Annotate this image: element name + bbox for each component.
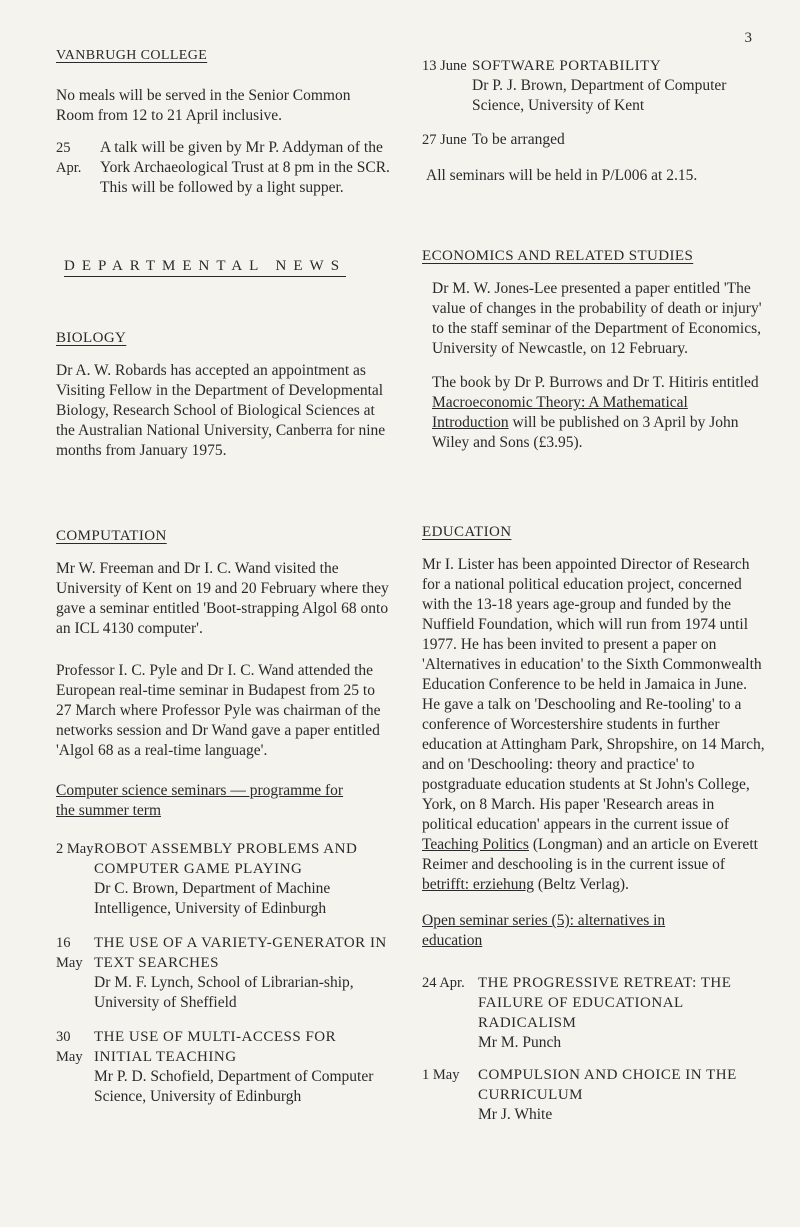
seminar-body (94, 933, 392, 1013)
seminar-speaker: Dr P. J. Brown, Department of Computer Science, University of Kent (472, 77, 727, 114)
seminar-date: 16 May (56, 935, 83, 971)
book-title: Macroeconomic Theory: A Mathematical Introduction (432, 394, 688, 431)
economics-section (422, 248, 768, 453)
seminar-title: THE USE OF A VARIETY-GENERATOR IN TEXT SEARCHES (94, 935, 387, 971)
biology-text: Dr A. W. Robards has accepted an appointment as Visiting Fellow in the Department of Developmental Biology, Research School of Biological Sciences at the Australian National University, Canberra for nine months from January 1975. (56, 362, 386, 459)
departmental-news-banner (64, 257, 346, 277)
seminar-title: To be arranged (472, 131, 565, 148)
vanbrugh-talk-entry (56, 138, 392, 198)
seminar-date: 2 May (56, 841, 94, 857)
seminar-entry (56, 1027, 392, 1107)
seminar-date: 24 Apr. (422, 975, 465, 991)
open-seminar-list (422, 973, 768, 1125)
seminar-entry (56, 839, 392, 919)
seminar-body (478, 1065, 768, 1125)
page-number: 3 (744, 30, 752, 46)
seminars-programme-heading: Computer science seminars — programme for the summer term (56, 782, 344, 819)
seminar-date: 13 June (422, 58, 467, 74)
computation-para-2: Professor I. C. Pyle and Dr I. C. Wand attended the European real-time seminar in Budapest from 25 to 27 March where Professor Pyle was chairman of the networks session and Dr Wand gave a paper entitled 'Algol 68 as a real-time language'. (56, 662, 381, 759)
seminar-speaker: Dr C. Brown, Department of Machine Intelligence, University of Edinburgh (94, 880, 331, 917)
seminar-title: ROBOT ASSEMBLY PROBLEMS AND COMPUTER GAME PLAYING (94, 841, 358, 877)
seminar-location: All seminars will be held in P/L006 at 2.15. (426, 167, 698, 184)
talk-text: A talk will be given by Mr P. Addyman of the York Archaeological Trust at 8 pm in the SCR. This will be followed by a light supper. (100, 139, 390, 196)
economics-para-1: Dr M. W. Jones-Lee presented a paper entitled 'The value of changes in the probability of death or injury' to the staff seminar of the Department of Economics, University of Newcastle, on 12 February. (432, 280, 762, 357)
seminar-entry (56, 933, 392, 1013)
seminar-body (478, 973, 768, 1053)
seminar-title: THE USE OF MULTI-ACCESS FOR INITIAL TEACHING (94, 1029, 337, 1065)
education-text-b: (Longman) and an article on Everett Reimer and deschooling is in the current issue of (422, 836, 758, 873)
biology-section (56, 330, 392, 461)
publication-title: betrifft: erziehung (422, 876, 535, 893)
education-text (422, 555, 768, 895)
seminar-date: 1 May (422, 1067, 460, 1083)
vanbrugh-section (56, 48, 392, 198)
computation-heading: COMPUTATION (56, 528, 167, 544)
computation-para-1: Mr W. Freeman and Dr I. C. Wand visited the University of Kent on 19 and 20 February where they gave a seminar entitled 'Boot-strapping Algol 68 onto an ICL 4130 computer'. (56, 560, 389, 637)
seminar-title: SOFTWARE PORTABILITY (472, 58, 662, 74)
vanbrugh-meals-text: No meals will be served in the Senior Common Room from 12 to 21 April inclusive. (56, 87, 351, 124)
seminar-body (468, 56, 768, 116)
seminar-entry (422, 1065, 768, 1125)
seminar-title: THE PROGRESSIVE RETREAT: THE FAILURE OF EDUCATIONAL RADICALISM (478, 975, 732, 1031)
seminar-date: 30 May (56, 1029, 83, 1065)
seminar-date: 27 June (422, 132, 467, 148)
departmental-news-title: DEPARTMENTAL NEWS (64, 258, 346, 277)
seminar-speaker: Mr P. D. Schofield, Department of Computer Science, University of Edinburgh (94, 1068, 374, 1105)
seminar-continued-list (422, 56, 768, 186)
education-text-c: (Beltz Verlag). (534, 876, 629, 893)
seminar-speaker: Mr J. White (478, 1106, 553, 1123)
economics-heading: ECONOMICS AND RELATED STUDIES (422, 248, 694, 264)
seminar-body (94, 839, 392, 919)
biology-heading: BIOLOGY (56, 330, 127, 346)
education-heading: EDUCATION (422, 524, 512, 540)
seminar-list (56, 839, 392, 1107)
seminar-body (94, 1027, 392, 1107)
publication-title: Teaching Politics (422, 836, 529, 853)
seminar-speaker: Dr M. F. Lynch, School of Librarian-ship, University of Sheffield (94, 974, 354, 1011)
education-text-a: Mr I. Lister has been appointed Director of Research for a national political education project, concerned with the 13-18 years age-group and funded by the Nuffield Foundation, which will run from 1974 until 1977. He has been invited to present a paper on 'Alternatives in education' to the Sixth Commonwealth Education Conference to be held in Jamaica in June. He gave a talk on 'Deschooling and Re-tooling' to a conference of Worcestershire students in further education at Attingham Park, Shropshire, on 14 March, and on 'Deschooling: theory and practice' to postgraduate education students at St John's College, York, on 8 March. His paper 'Research areas in political education' appears in the current issue of (422, 556, 765, 833)
vanbrugh-heading: VANBRUGH COLLEGE (56, 48, 208, 63)
seminar-title: COMPULSION AND CHOICE IN THE CURRICULUM (478, 1067, 737, 1103)
economics-para-2-text: The book by Dr P. Burrows and Dr T. Hitiris entitled (432, 374, 759, 391)
seminar-body (468, 130, 768, 150)
economics-para-2-text-end: will be published on 3 April by John Wiley and Sons (£3.95). (432, 414, 739, 451)
seminar-entry (422, 56, 768, 116)
seminar-entry (422, 973, 768, 1053)
computation-section (56, 528, 392, 1107)
seminar-entry (422, 130, 768, 150)
education-section (422, 524, 768, 1125)
open-seminar-series-heading: Open seminar series (5): alternatives in education (422, 912, 666, 949)
talk-date: 25 Apr. (56, 140, 82, 176)
seminar-speaker: Mr M. Punch (478, 1034, 562, 1051)
economics-para-2 (422, 373, 768, 453)
